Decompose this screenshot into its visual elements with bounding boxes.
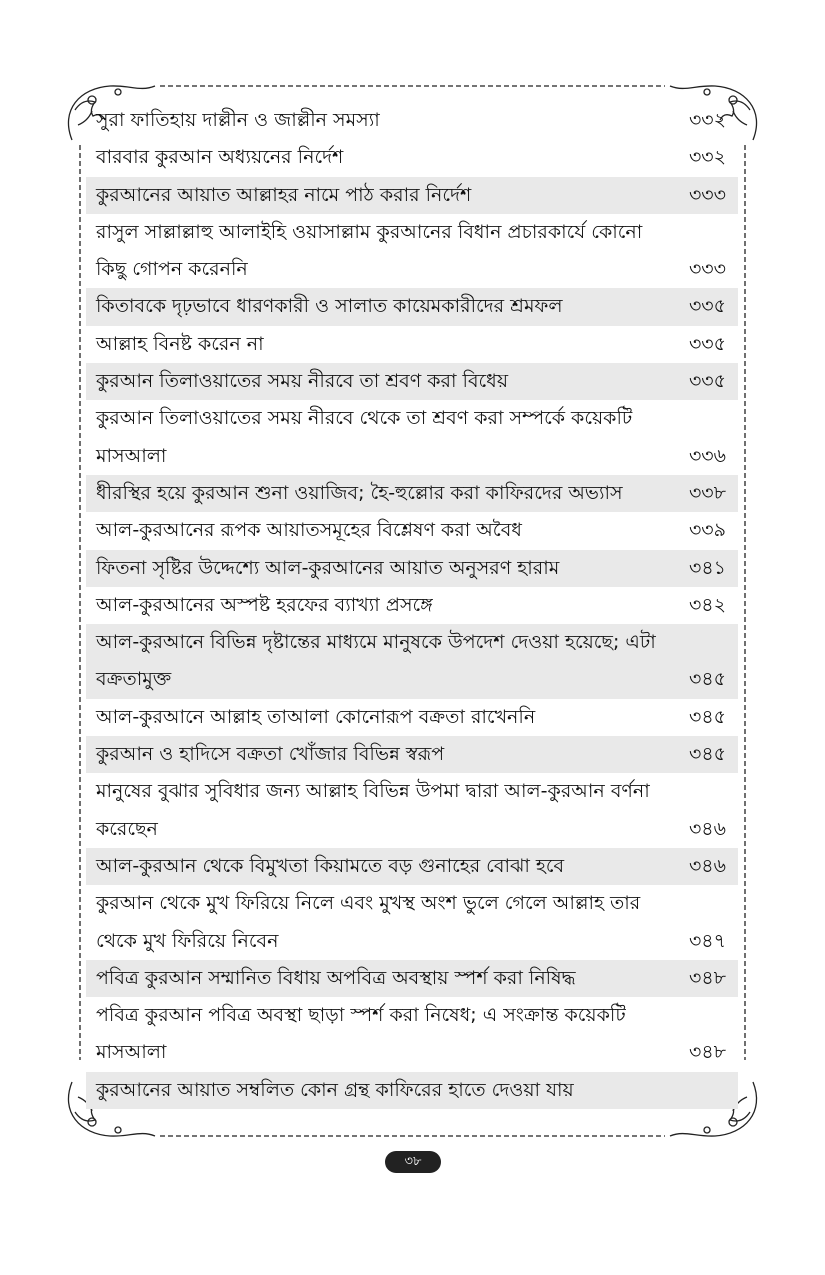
toc-entry[interactable]: [86, 512, 738, 549]
toc-entry-title: কুরআন ও হাদিসে বক্রতা খোঁজার বিভিন্ন স্বরূপ: [96, 743, 445, 766]
toc-entry-title: আল-কুরআনের অস্পষ্ট হরফের ব্যাখ্যা প্রসঙ্গে: [96, 593, 433, 616]
toc-entry-title: আল-কুরআনে বিভিন্ন দৃষ্টান্তের মাধ্যমে মানুষকে উপদেশ দেওয়া হয়েছে; এটা বক্রতামুক্ত: [96, 631, 656, 691]
toc-entry-page: ৩৩২: [688, 109, 726, 131]
toc-entry-title: আল্লাহ বিনষ্ট করেন না: [96, 332, 264, 355]
table-of-contents: [86, 102, 738, 1109]
toc-entry-page: ৩৩৫: [688, 370, 726, 393]
toc-entry-title: মানুষের বুঝার সুবিধার জন্য আল্লাহ বিভিন্ন উপমা দ্বারা আল-কুরআন বর্ণনা করেছেন: [96, 780, 650, 840]
toc-entry-title: কুরআনের আয়াত আল্লাহর নামে পাঠ করার নির্দেশ: [96, 183, 472, 206]
toc-entry[interactable]: [86, 960, 738, 997]
toc-entry-page: ৩৩৯: [688, 519, 726, 542]
toc-entry[interactable]: [86, 587, 738, 624]
toc-entry[interactable]: [86, 736, 738, 773]
toc-entry-page: ৩৩৫: [688, 295, 726, 318]
toc-entry[interactable]: [86, 177, 738, 214]
toc-entry-page: ৩৪৫: [688, 705, 726, 728]
toc-entry[interactable]: [86, 1072, 738, 1109]
toc-entry[interactable]: [86, 214, 738, 289]
toc-entry-title: কিতাবকে দৃঢ়ভাবে ধারণকারী ও সালাত কায়েমকারীদের শ্রমফল: [96, 295, 563, 318]
toc-entry-page: ৩৪৮: [688, 966, 726, 989]
toc-entry[interactable]: [86, 102, 738, 139]
toc-entry-page: ৩৩৩: [688, 258, 726, 281]
toc-entry[interactable]: [86, 699, 738, 736]
toc-entry-page: ৩৪৫: [688, 668, 726, 691]
toc-entry-title: কুরআন থেকে মুখ ফিরিয়ে নিলে এবং মুখস্থ অংশ ভুলে গেলে আল্লাহ তার থেকে মুখ ফিরিয়ে নিবেন: [96, 892, 641, 952]
toc-entry[interactable]: [86, 475, 738, 512]
toc-entry[interactable]: [86, 997, 738, 1072]
toc-entry-title: রাসুল সাল্লাল্লাহু আলাইহি ওয়াসাল্লাম কুরআনের বিধান প্রচারকার্যে কোনো কিছু গোপন করেননি: [96, 220, 643, 281]
toc-entry[interactable]: [86, 550, 738, 587]
toc-entry-title: ফিতনা সৃষ্টির উদ্দেশ্যে আল-কুরআনের আয়াত অনুসরণ হারাম: [96, 556, 560, 579]
toc-entry-title: পবিত্র কুরআন পবিত্র অবস্থা ছাড়া স্পর্শ করা নিষেধ; এ সংক্রান্ত কয়েকটি মাসআলা: [96, 1004, 626, 1064]
toc-entry-title: পবিত্র কুরআন সম্মানিত বিধায় অপবিত্র অবস্থায় স্পর্শ করা নিষিদ্ধ: [96, 966, 576, 989]
toc-entry[interactable]: [86, 363, 738, 400]
toc-entry[interactable]: [86, 326, 738, 363]
toc-entry-title: সুরা ফাতিহায় দাল্লীন ও জাল্লীন সমস্যা: [96, 109, 380, 131]
toc-entry-title: কুরআন তিলাওয়াতের সময় নীরবে তা শ্রবণ করা বিধেয়: [96, 370, 509, 393]
toc-entry-page: ৩৪৫: [688, 743, 726, 766]
toc-entry[interactable]: [86, 773, 738, 848]
toc-entry-title: বারবার কুরআন অধ্যয়নের নির্দেশ: [96, 146, 344, 169]
toc-entry-page: ৩৪৬: [688, 854, 726, 877]
toc-entry-page: ৩৩৩: [688, 183, 726, 206]
toc-entry-page: ৩৩২: [688, 146, 726, 169]
toc-entry-page: ৩৪২: [688, 593, 726, 616]
toc-entry[interactable]: [86, 139, 738, 176]
page-number: ৩৮: [385, 1151, 441, 1173]
toc-entry[interactable]: [86, 288, 738, 325]
toc-entry-title: ধীরস্থির হয়ে কুরআন শুনা ওয়াজিব; হৈ-হুল্লোর করা কাফিরদের অভ্যাস: [96, 481, 623, 504]
toc-entry-title: আল-কুরআনে আল্লাহ তাআলা কোনোরূপ বক্রতা রাখেননি: [96, 705, 536, 728]
toc-entry-page: ৩৪১: [688, 556, 726, 579]
toc-entry-page: ৩৪৬: [688, 817, 726, 840]
toc-entry-title: আল-কুরআনের রূপক আয়াতসমূহের বিশ্লেষণ করা অবৈধ: [96, 519, 522, 542]
toc-entry-title: আল-কুরআন থেকে বিমুখতা কিয়ামতে বড় গুনাহের বোঝা হবে: [96, 854, 565, 877]
toc-entry-page: ৩৩৫: [688, 332, 726, 355]
toc-entry-title: কুরআনের আয়াত সম্বলিত কোন গ্রন্থ কাফিরের হাতে দেওয়া যায়: [96, 1078, 574, 1101]
toc-entry-page: ৩৪৭: [688, 929, 726, 952]
toc-entry[interactable]: [86, 624, 738, 699]
toc-entry[interactable]: [86, 400, 738, 475]
toc-entry-page: ৩৩৬: [688, 444, 726, 467]
toc-entry[interactable]: [86, 848, 738, 885]
toc-entry-page: ৩৪৮: [688, 1041, 726, 1064]
toc-entry[interactable]: [86, 885, 738, 960]
toc-entry-page: ৩৩৮: [688, 481, 726, 504]
toc-entry-title: কুরআন তিলাওয়াতের সময় নীরবে থেকে তা শ্রবণ করা সম্পর্কে কয়েকটি মাসআলা: [96, 407, 633, 467]
